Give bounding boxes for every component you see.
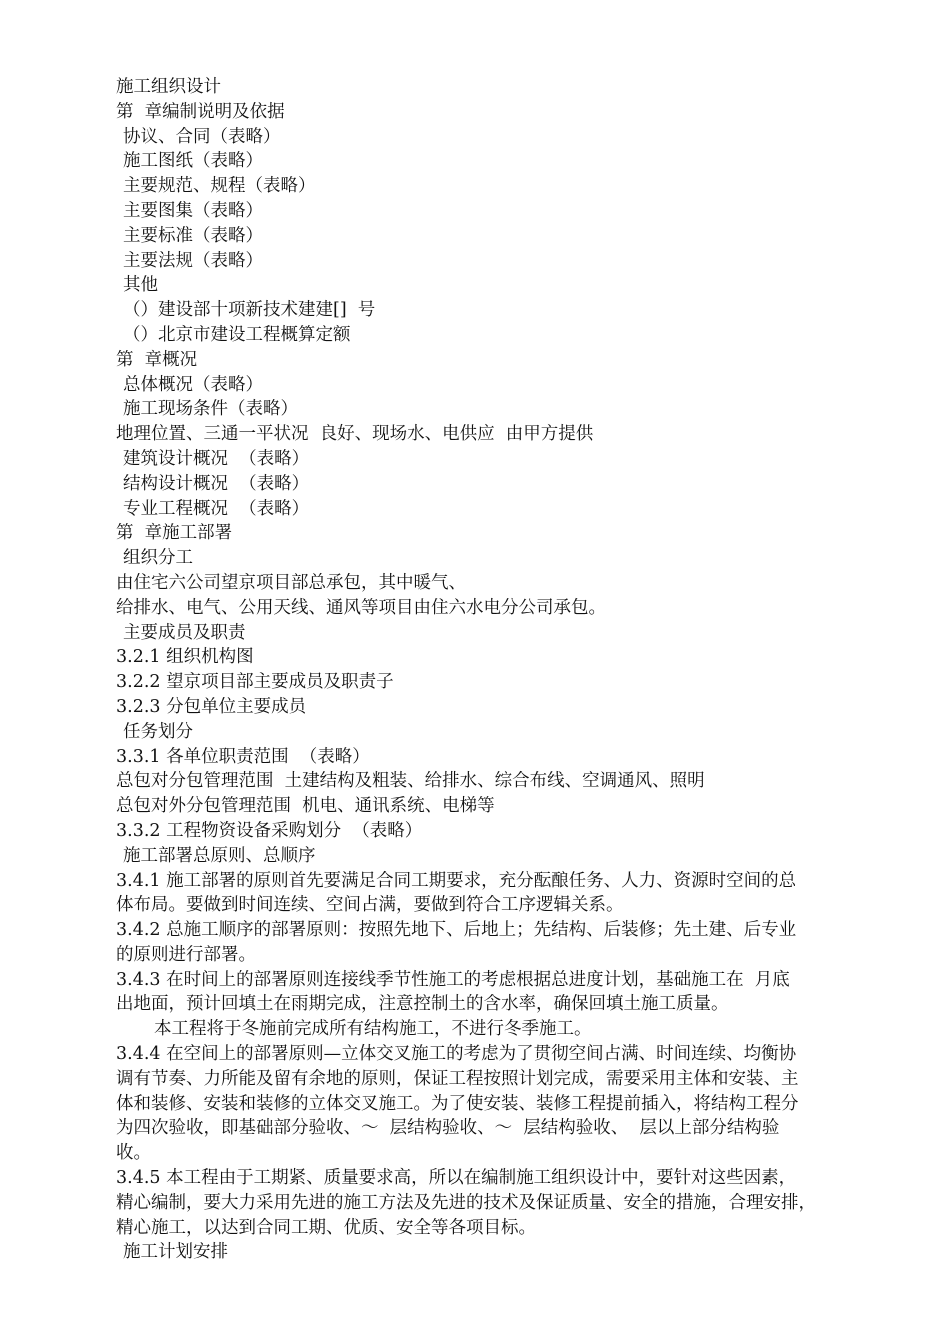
chapter-heading: 第 章施工部署 [116,523,233,544]
section-heading: 协议、合同（表略） [123,126,281,147]
section-heading: 结构设计概况 （表略） [123,473,310,494]
text-line: 精心施工，以达到合同工期、优质、安全等各项目标。 [116,1217,536,1238]
numbered-paragraph: 3.4.4 在空间上的部署原则—立体交叉施工的考虑为了贯彻空间占满、时间连续、均衡协 [116,1044,797,1065]
numbered-paragraph: 3.4.3 在时间上的部署原则连接线季节性施工的考虑根据总进度计划，基础施工在 月底 [116,969,790,990]
section-heading: 组织分工 [123,548,193,569]
section-heading: （）建设部十项新技术建建[] 号 [123,300,376,321]
text-line: 为四次验收，即基础部分验收、～ 层结构验收、～ 层结构验收、 层以上部分结构验 [116,1118,780,1139]
numbered-paragraph: 3.2.2 望京项目部主要成员及职责子 [116,672,394,693]
text-line: 本工程将于冬施前完成所有结构施工，不进行冬季施工。 [154,1019,592,1040]
text-line: 体布局。要做到时间连续、空间占满，要做到符合工序逻辑关系。 [116,895,624,916]
section-heading: 总体概况（表略） [123,374,263,395]
numbered-paragraph: 3.4.5 本工程由于工期紧、质量要求高，所以在编制施工组织设计中，要针对这些因素， [116,1168,797,1189]
section-heading: 主要法规（表略） [123,250,263,271]
section-heading: 主要成员及职责 [123,622,246,643]
numbered-paragraph: 3.2.3 分包单位主要成员 [116,696,307,717]
section-heading: 施工部署总原则、总顺序 [123,845,316,866]
document-body [116,75,876,1265]
text-line: 给排水、电气、公用天线、通风等项目由住六水电分公司承包。 [116,597,606,618]
section-heading: 任务划分 [123,721,193,742]
text-line: 体和装修、安装和装修的立体交叉施工。为了使安装、装修工程提前插入，将结构工程分 [116,1093,799,1114]
document-title: 施工组织设计 [116,77,221,97]
section-heading: 专业工程概况 （表略） [123,498,310,519]
chapter-heading: 第 章编制说明及依据 [116,101,285,122]
section-heading: （）北京市建设工程概算定额 [123,324,351,345]
text-line: 总包对分包管理范围 土建结构及粗装、给排水、综合布线、空调通风、照明 [116,771,705,792]
numbered-paragraph: 3.2.1 组织机构图 [116,647,254,668]
section-heading: 施工计划安排 [123,1242,228,1263]
numbered-paragraph: 3.4.2 总施工顺序的部署原则：按照先地下、后地上；先结构、后装修；先土建、后专业 [116,920,797,941]
numbered-paragraph: 3.3.1 各单位职责范围 （表略） [116,746,370,767]
numbered-paragraph: 3.4.1 施工部署的原则首先要满足合同工期要求，充分酝酿任务、人力、资源时空间的总 [116,870,797,891]
text-line: 出地面，预计回填土在雨期完成，注意控制土的含水率，确保回填土施工质量。 [116,994,729,1015]
section-heading: 主要图集（表略） [123,200,263,221]
text-line: 精心编制，要大力采用先进的施工方法及先进的技术及保证质量、安全的措施，合理安排， [116,1192,816,1213]
section-heading: 其他 [123,275,158,296]
text-line: 总包对外分包管理范围 机电、通讯系统、电梯等 [116,796,495,817]
section-heading: 建筑设计概况 （表略） [123,448,310,469]
section-heading: 施工现场条件（表略） [123,399,298,420]
text-line: 的原则进行部署。 [116,944,256,965]
chapter-heading: 第 章概况 [116,349,198,370]
text-line: 地理位置、三通一平状况 良好、现场水、电供应 由甲方提供 [116,424,594,445]
section-heading: 主要标准（表略） [123,225,263,246]
text-line: 调有节奏、力所能及留有余地的原则，保证工程按照计划完成，需要采用主体和安装、主 [116,1068,799,1089]
section-heading: 主要规范、规程（表略） [123,176,316,197]
numbered-paragraph: 3.3.2 工程物资设备采购划分 （表略） [116,820,423,841]
text-line: 收。 [116,1143,151,1164]
text-line: 由住宅六公司望京项目部总承包，其中暖气、 [116,572,466,593]
section-heading: 施工图纸（表略） [123,151,263,172]
